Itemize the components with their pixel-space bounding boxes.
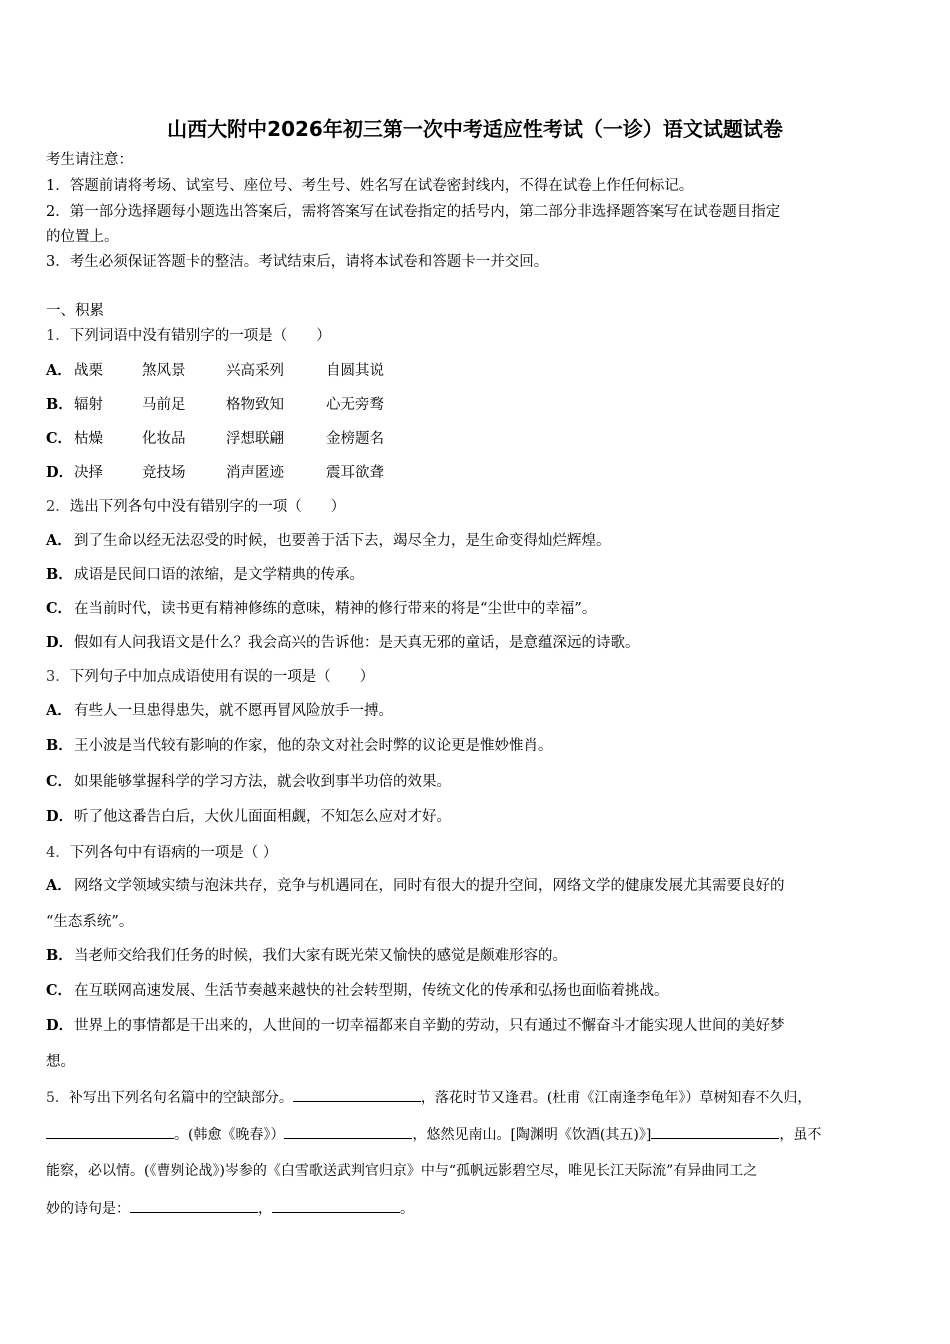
option-letter: C． (46, 773, 73, 790)
q4-option-c (46, 981, 669, 1001)
q4-option-d (46, 1016, 785, 1036)
option-letter: A． (46, 702, 72, 719)
answer-blank[interactable] (284, 1124, 412, 1139)
option-text: 如果能够掌握科学的学习方法，就会收到事半功倍的效果。 (74, 774, 451, 790)
option-word: 辐射 (74, 397, 103, 413)
option-word: 枯燥 (74, 431, 103, 447)
answer-blank[interactable] (130, 1198, 258, 1213)
question-5-line-3: 能察，必以情。(《曹刿论战》)岑参的《白雪歌送武判官归京》中与“孤帆远影碧空尽，唯见长江天际流”有异曲同工之 (46, 1163, 758, 1179)
option-text: 有些人一旦患得患失，就不愿再冒风险放手一搏。 (74, 703, 393, 719)
question-stem: 下列句子中加点成语使用有误的一项是（ ） (69, 669, 375, 685)
option-word: 自圆其说 (326, 363, 384, 379)
option-letter: C． (46, 430, 73, 447)
question-5-line-4 (46, 1198, 414, 1219)
option-text: 听了他这番告白后，大伙儿面面相觑，不知怎么应对才好。 (74, 809, 451, 825)
question-number: 1． (46, 328, 70, 344)
question-text: ，落花时节又逢君。(杜甫《江南逢李龟年》）草树知春不久归， (420, 1090, 812, 1106)
question-stem: 选出下列各句中没有错别字的一项（ ） (69, 499, 346, 515)
q1-option-b (46, 395, 384, 415)
option-letter: D． (46, 1017, 74, 1034)
question-text: ，悠然见南山。[陶渊明《饮酒(其五)》] (412, 1127, 652, 1143)
q2-option-c (46, 599, 596, 619)
option-word: 格物致知 (226, 397, 284, 413)
option-letter: D． (46, 634, 74, 651)
q2-option-d (46, 633, 640, 653)
q3-option-c (46, 772, 451, 792)
option-word: 战栗 (74, 363, 103, 379)
option-letter: B． (46, 396, 73, 413)
q3-option-a (46, 701, 393, 721)
option-letter: A． (46, 532, 72, 549)
notice-item: 3．考生必须保证答题卡的整洁。考试结束后，请将本试卷和答题卡一并交回。 (46, 254, 549, 270)
option-word: 消声匿迹 (226, 465, 284, 481)
q1-option-a (46, 361, 384, 381)
notice-heading: 考生请注意： (46, 152, 133, 168)
section-heading: 一、积累 (46, 303, 104, 319)
question-number: 5． (46, 1090, 69, 1106)
q4-option-b (46, 946, 567, 966)
option-word: 金榜题名 (326, 431, 384, 447)
option-word: 煞风景 (142, 363, 186, 379)
question-4 (46, 843, 277, 863)
notice-item: 2．第一部分选择题每小题选出答案后，需将答案写在试卷指定的括号内，第二部分非选择题答案写在试卷题目指定 (46, 204, 781, 220)
q1-option-c (46, 429, 384, 449)
option-text: 在互联网高速发展、生活节奏越来越快的社会转型期，传统文化的传承和弘扬也面临着挑战。 (74, 983, 669, 999)
page-title: 山西大附中2026年初三第一次中考适应性考试（一诊）语文试题试卷 (167, 117, 783, 141)
option-text: 假如有人问我语文是什么？我会高兴的告诉他：是天真无邪的童话，是意蕴深远的诗歌。 (74, 635, 640, 651)
question-text: 。(韩愈《晚春》） (174, 1127, 285, 1143)
option-letter: B． (46, 947, 73, 964)
answer-blank[interactable] (46, 1124, 174, 1139)
q2-option-b (46, 565, 364, 585)
question-3 (46, 667, 374, 687)
question-text: ， (258, 1201, 272, 1217)
question-number: 3． (46, 669, 70, 685)
option-text: 网络文学领域实绩与泡沫共存，竞争与机遇同在，同时有很大的提升空间，网络文学的健康发展尤其需要良好的 (74, 878, 785, 894)
option-word: 马前足 (142, 397, 186, 413)
question-number: 2． (46, 499, 70, 515)
option-text: 当老师交给我们任务的时候，我们大家有既光荣又愉快的感觉是颇难形容的。 (74, 948, 567, 964)
option-letter: B． (46, 737, 73, 754)
q2-option-a (46, 531, 611, 551)
question-stem: 下列词语中没有错别字的一项是（ ） (69, 328, 331, 344)
option-letter: B． (46, 566, 73, 583)
question-text: 补写出下列名句名篇中的空缺部分。 (68, 1090, 293, 1106)
option-word: 兴高采列 (226, 363, 284, 379)
q4-option-d-continued: 想。 (46, 1054, 75, 1070)
option-text: 王小波是当代较有影响的作家，他的杂文对社会时弊的议论更是惟妙惟肖。 (74, 738, 553, 754)
option-letter: D． (46, 808, 74, 825)
option-text: 到了生命以经无法忍受的时候，也要善于活下去，竭尽全力，是生命变得灿烂辉煌。 (74, 533, 611, 549)
option-word: 浮想联翩 (226, 431, 284, 447)
question-number: 4． (46, 845, 70, 861)
option-letter: C． (46, 600, 73, 617)
option-word: 震耳欲聋 (326, 465, 384, 481)
option-text: 世界上的事情都是干出来的，人世间的一切幸福都来自辛勤的劳动，只有通过不懈奋斗才能实现人世间的美好梦 (74, 1018, 785, 1034)
option-letter: C． (46, 982, 73, 999)
q4-option-a (46, 876, 785, 896)
option-letter: A． (46, 362, 72, 379)
option-text: 成语是民间口语的浓缩，是文学精典的传承。 (74, 567, 364, 583)
question-5-line-2 (46, 1124, 821, 1145)
option-text: 在当前时代，读书更有精神修练的意味，精神的修行带来的将是“尘世中的幸福”。 (74, 601, 597, 617)
q4-option-a-continued: “生态系统”。 (46, 914, 134, 930)
answer-blank[interactable] (272, 1198, 400, 1213)
answer-blank[interactable] (293, 1087, 421, 1102)
question-text: ，虽不 (779, 1127, 822, 1143)
option-word: 决择 (74, 465, 103, 481)
q1-option-d (46, 463, 384, 483)
answer-blank[interactable] (651, 1124, 779, 1139)
question-stem: 下列各句中有语病的一项是（ ） (69, 845, 278, 861)
option-letter: A． (46, 877, 72, 894)
question-2 (46, 497, 345, 517)
q3-option-b (46, 736, 553, 756)
option-word: 化妆品 (142, 431, 186, 447)
question-text: 妙的诗句是： (46, 1201, 130, 1217)
option-word: 心无旁骛 (326, 397, 384, 413)
q3-option-d (46, 807, 451, 827)
option-word: 竞技场 (142, 465, 186, 481)
question-text: 。 (400, 1201, 414, 1217)
question-5 (46, 1087, 811, 1108)
question-1 (46, 326, 331, 346)
notice-item: 1．答题前请将考场、试室号、座位号、考生号、姓名写在试卷密封线内，不得在试卷上作任何标记。 (46, 178, 694, 194)
option-letter: D． (46, 464, 74, 481)
notice-item: 的位置上。 (46, 229, 119, 245)
